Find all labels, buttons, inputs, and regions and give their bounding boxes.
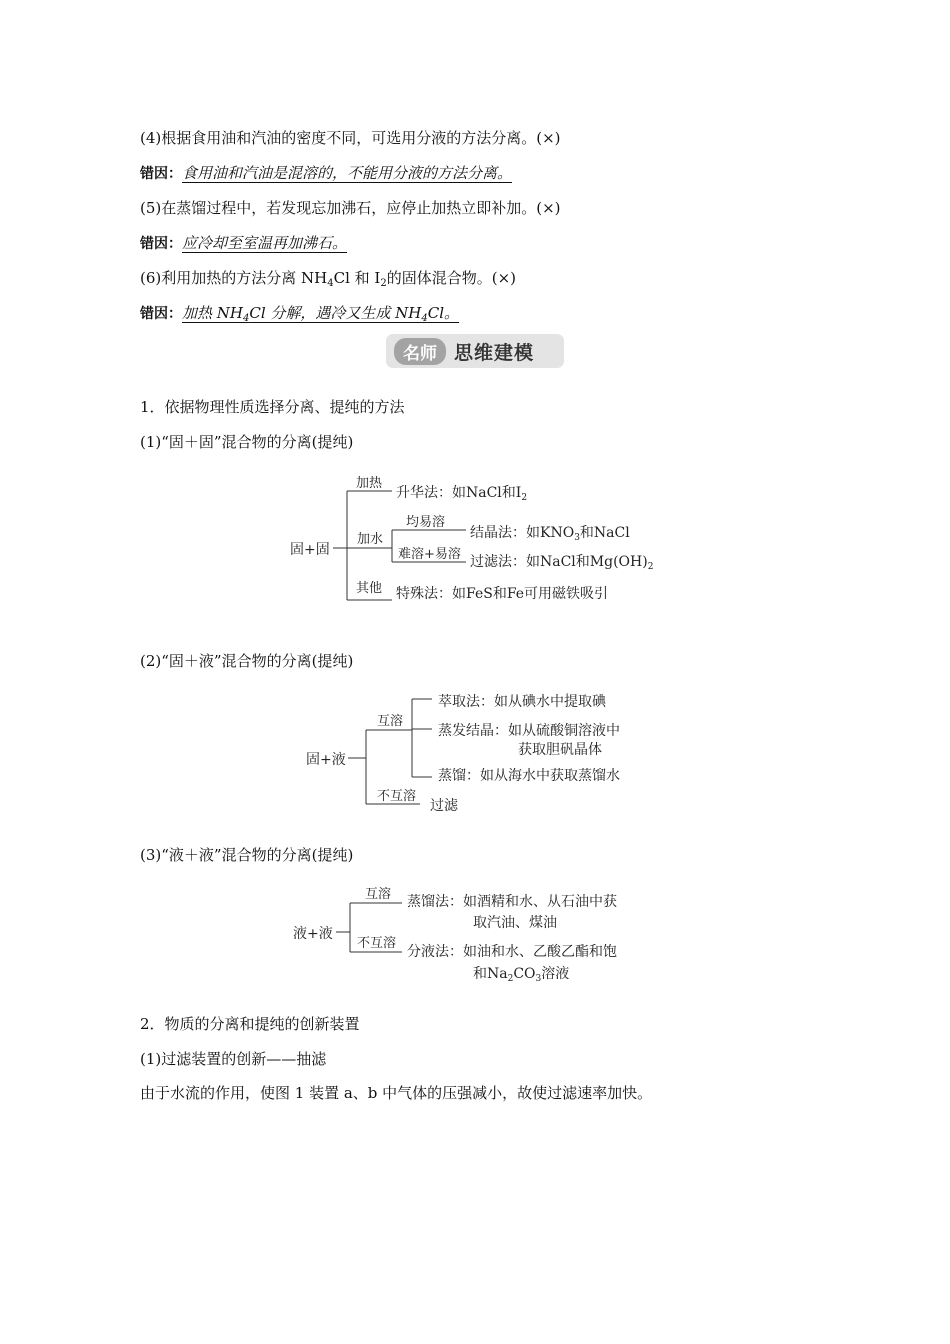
branch-soluble: 均易溶 (406, 515, 446, 530)
item-4-reason (140, 163, 512, 184)
result-separation: 分液法：如油和水、乙酸乙酯和饱 (407, 944, 617, 960)
branch-heat: 加热 (356, 476, 383, 491)
subscript: 2 (380, 278, 387, 289)
branch-other: 其他 (356, 581, 383, 596)
item-4: (4)根据食用油和汽油的密度不同，可选用分液的方法分离。(×) (140, 129, 561, 147)
branch-mutual: 互溶 (377, 714, 404, 729)
item-6-reason (140, 303, 459, 329)
section-1-heading: 1．依据物理性质选择分离、提纯的方法 (140, 398, 405, 416)
diagram-liquid-liquid (0, 878, 950, 988)
reason-text: 食用油和汽油是混溶的，不能用分液的方法分离。 (182, 164, 513, 182)
error-label: 错因： (140, 306, 182, 322)
root-label: 液+液 (293, 926, 333, 942)
section-1-sub-1: (1)“固＋固”混合物的分离(提纯) (140, 433, 354, 451)
banner-title: 思维建模 (454, 341, 535, 364)
text-part: 过滤法：如NaCl和Mg(OH) (470, 554, 648, 570)
result-evaporation: 蒸发结晶：如从硫酸铜溶液中 (438, 723, 620, 739)
error-label: 错因： (140, 236, 182, 252)
result-crystallization (470, 524, 630, 543)
text-part: (6)利用加热的方法分离 NH (140, 269, 328, 287)
branch-immiscible: 不互溶 (377, 789, 417, 804)
result-evaporation-cont: 获取胆矾晶体 (518, 742, 602, 758)
result-sublimation (396, 484, 527, 503)
item-5: (5)在蒸馏过程中，若发现忘加沸石，应停止加热立即补加。(×) (140, 199, 561, 217)
subscript: 3 (535, 974, 542, 984)
diagram-solid-liquid (0, 680, 950, 820)
branch-insoluble: 难溶+易溶 (398, 547, 461, 562)
item-5-reason (140, 233, 347, 254)
text-part: 加热 NH (182, 304, 243, 322)
subscript: 2 (521, 493, 528, 503)
text-part: 升华法：如NaCl和I (396, 485, 522, 501)
root-label: 固+液 (306, 752, 346, 768)
subscript: 2 (647, 562, 654, 572)
section-2-paragraph: 由于水流的作用，使图 1 装置 a、b 中气体的压强减小，故使过滤速率加快。 (140, 1084, 653, 1102)
text-part: CO (513, 966, 536, 982)
result-distillation-cont: 取汽油、煤油 (473, 915, 557, 931)
diagram-solid-solid (0, 460, 950, 610)
root-label: 固+固 (290, 542, 330, 558)
text-part: 溶液 (541, 966, 570, 982)
text-part: Cl 分解，遇冷又生成 NH (249, 304, 422, 322)
text-part: 结晶法：如KNO (470, 525, 575, 541)
text-part: Cl。 (427, 304, 460, 322)
subscript: 4 (421, 313, 428, 324)
result-filtration (470, 553, 653, 572)
section-2-sub-1: (1)过滤装置的创新——抽滤 (140, 1050, 327, 1068)
error-label: 错因： (140, 166, 182, 182)
banner-tag: 名师 (394, 338, 446, 365)
reason-text (182, 304, 459, 322)
subscript: 3 (574, 533, 580, 543)
text-part: 的固体混合物。(×) (386, 269, 517, 287)
subscript: 4 (327, 278, 334, 289)
subscript: 2 (507, 974, 514, 984)
section-2-heading: 2．物质的分离和提纯的创新装置 (140, 1015, 360, 1033)
section-banner (386, 334, 564, 368)
subscript: 4 (242, 313, 250, 324)
result-filter: 过滤 (430, 798, 458, 814)
reason-text: 应冷却至室温再加沸石。 (182, 234, 348, 252)
text-part: 和NaCl (579, 525, 630, 541)
section-1-sub-3: (3)“液＋液”混合物的分离(提纯) (140, 846, 354, 864)
section-1-sub-2: (2)“固＋液”混合物的分离(提纯) (140, 652, 354, 670)
item-6 (140, 268, 516, 294)
branch-mutual: 互溶 (365, 887, 392, 902)
result-distillation: 蒸馏法：如酒精和水、从石油中获 (407, 894, 617, 910)
result-special: 特殊法：如FeS和Fe可用磁铁吸引 (396, 586, 609, 602)
text-part: Cl 和 I (333, 269, 381, 287)
branch-immiscible: 不互溶 (357, 936, 397, 951)
result-distillation: 蒸馏：如从海水中获取蒸馏水 (438, 768, 620, 784)
text-part: 和Na (473, 966, 508, 982)
result-extraction: 萃取法：如从碘水中提取碘 (438, 694, 606, 710)
branch-water: 加水 (357, 532, 384, 547)
result-separation-cont (473, 965, 569, 984)
